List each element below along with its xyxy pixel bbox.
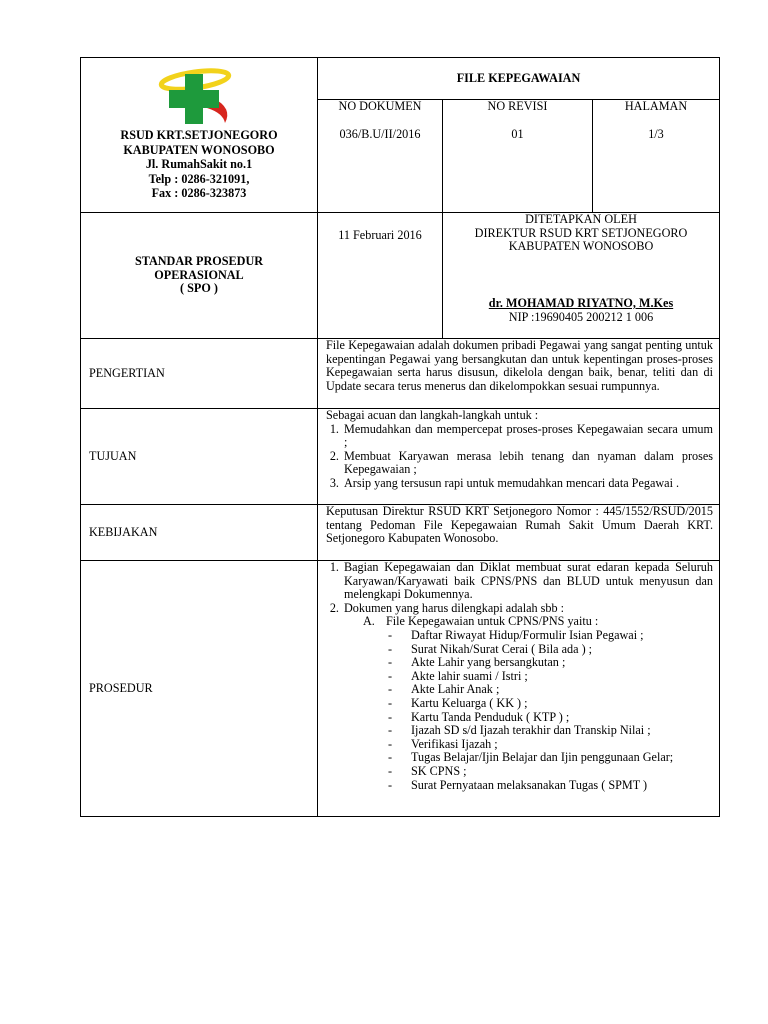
signer-nip: NIP :19690405 200212 1 006 (508, 309, 654, 324)
list-item: - Kartu Tanda Penduduk ( KTP ) ; (388, 711, 713, 725)
approved-by-label: DITETAPKAN OLEH (525, 212, 637, 226)
list-item: - SK CPNS ; (388, 765, 713, 779)
no-revisi-value: 01 (511, 126, 524, 141)
prosedur-step-2 (342, 602, 713, 792)
halaman-value: 1/3 (648, 126, 664, 141)
hospital-fax: Fax : 0286-323873 (151, 186, 247, 200)
list-item: - Daftar Riwayat Hidup/Formulir Isian Pegawai ; (388, 629, 713, 643)
list-item: - Akte Lahir Anak ; (388, 683, 713, 697)
no-dokumen-value: 036/B.U/II/2016 (339, 126, 421, 141)
list-item: - Surat Nikah/Surat Cerai ( Bila ada ) ; (388, 643, 713, 657)
sub-item-a-title: File Kepegawaian untuk CPNS/PNS yaitu : (386, 614, 599, 629)
halaman-label: HALAMAN (624, 99, 688, 113)
document-checklist (366, 629, 713, 792)
prosedur-label: PROSEDUR (81, 561, 318, 817)
hospital-phone: Telp : 0286-321091, (148, 171, 250, 186)
halaman-cell (593, 100, 720, 213)
pengertian-label: PENGERTIAN (81, 339, 318, 409)
list-item: 2. Membuat Karyawan merasa lebih tenang dan nyaman dalam proses Kepegawaian ; (342, 450, 713, 477)
approver-regency: KABUPATEN WONOSOBO (508, 239, 654, 254)
sub-item-a (364, 615, 713, 792)
spo-title-line3: ( SPO ) (180, 281, 218, 296)
approver-title: DIREKTUR RSUD KRT SETJONEGORO (474, 225, 688, 240)
sub-item-a-mark: A. (363, 614, 375, 629)
tujuan-intro: Sebagai acuan dan langkah-langkah untuk : (326, 408, 539, 422)
pengertian-text: File Kepegawaian adalah dokumen pribadi Pegawai yang sangat penting untuk kepentingan Pegawai yang bersangkutan dan untuk kepentingan proses-proses Kepegawaian serta harus disusun, dikelola dengan baik, benar, teliti dan di Update secara terus menerus dan dikelompokkan sesuai rumpunnya. (318, 339, 720, 409)
tujuan-label: TUJUAN (81, 409, 318, 505)
issue-date-cell (318, 213, 443, 339)
hospital-name: RSUD KRT.SETJONEGORO (120, 128, 278, 142)
list-item: - Tugas Belajar/Ijin Belajar dan Ijin penggunaan Gelar; (388, 751, 713, 765)
prosedur-step-2-text: Dokumen yang harus dilengkapi adalah sbb : (344, 600, 564, 615)
hospital-regency: KABUPATEN WONOSOBO (123, 142, 275, 157)
list-item: - Kartu Keluarga ( KK ) ; (388, 697, 713, 711)
spo-title-line2: OPERASIONAL (154, 267, 244, 282)
document-title: FILE KEPEGAWAIAN (318, 58, 720, 100)
prosedur-content (318, 561, 720, 817)
hospital-address-block (81, 128, 317, 201)
spo-title-cell (81, 213, 318, 339)
no-dokumen-cell (318, 100, 443, 213)
list-item: - Ijazah SD s/d Ijazah terakhir dan Transkip Nilai ; (388, 724, 713, 738)
spo-title-line1: STANDAR PROSEDUR (134, 254, 264, 268)
hospital-address: Jl. RumahSakit no.1 (145, 157, 253, 171)
spo-table (80, 57, 720, 817)
tujuan-list (326, 423, 713, 491)
list-item: - Akte Lahir yang bersangkutan ; (388, 656, 713, 670)
list-item: - Surat Pernyataan melaksanakan Tugas ( SPMT ) (388, 779, 713, 793)
prosedur-step-1: 1. Bagian Kepegawaian dan Diklat membuat surat edaran kepada Seluruh Karyawan/Karyawati baik CPNS/PNS dan BLUD untuk menyusun dan melengkapi Dokumennya. (342, 561, 713, 602)
no-revisi-cell (443, 100, 593, 213)
hospital-identity-cell (81, 58, 318, 213)
no-revisi-label: NO REVISI (487, 99, 548, 113)
hospital-logo-icon (155, 68, 245, 128)
signer-name: dr. MOHAMAD RIYATNO, M.Kes (488, 296, 674, 310)
no-dokumen-label: NO DOKUMEN (338, 99, 422, 113)
list-item: 3. Arsip yang tersusun rapi untuk memudahkan mencari data Pegawai . (342, 477, 713, 491)
list-item: - Akte lahir suami / Istri ; (388, 670, 713, 684)
kebijakan-text: Keputusan Direktur RSUD KRT Setjonegoro Nomor : 445/1552/RSUD/2015 tentang Pedoman File Kepegawaian Rumah Sakit Umum Daerah KRT. Setjonegoro Kabupaten Wonosobo. (318, 505, 720, 561)
approval-cell (443, 213, 720, 339)
prosedur-sublist (344, 615, 713, 792)
prosedur-steps (326, 561, 713, 792)
issue-date: 11 Februari 2016 (338, 228, 422, 242)
tujuan-content (318, 409, 720, 505)
list-item: - Verifikasi Ijazah ; (388, 738, 713, 752)
kebijakan-label: KEBIJAKAN (81, 505, 318, 561)
list-item: 1. Memudahkan dan mempercepat proses-proses Kepegawaian secara umum ; (342, 423, 713, 450)
